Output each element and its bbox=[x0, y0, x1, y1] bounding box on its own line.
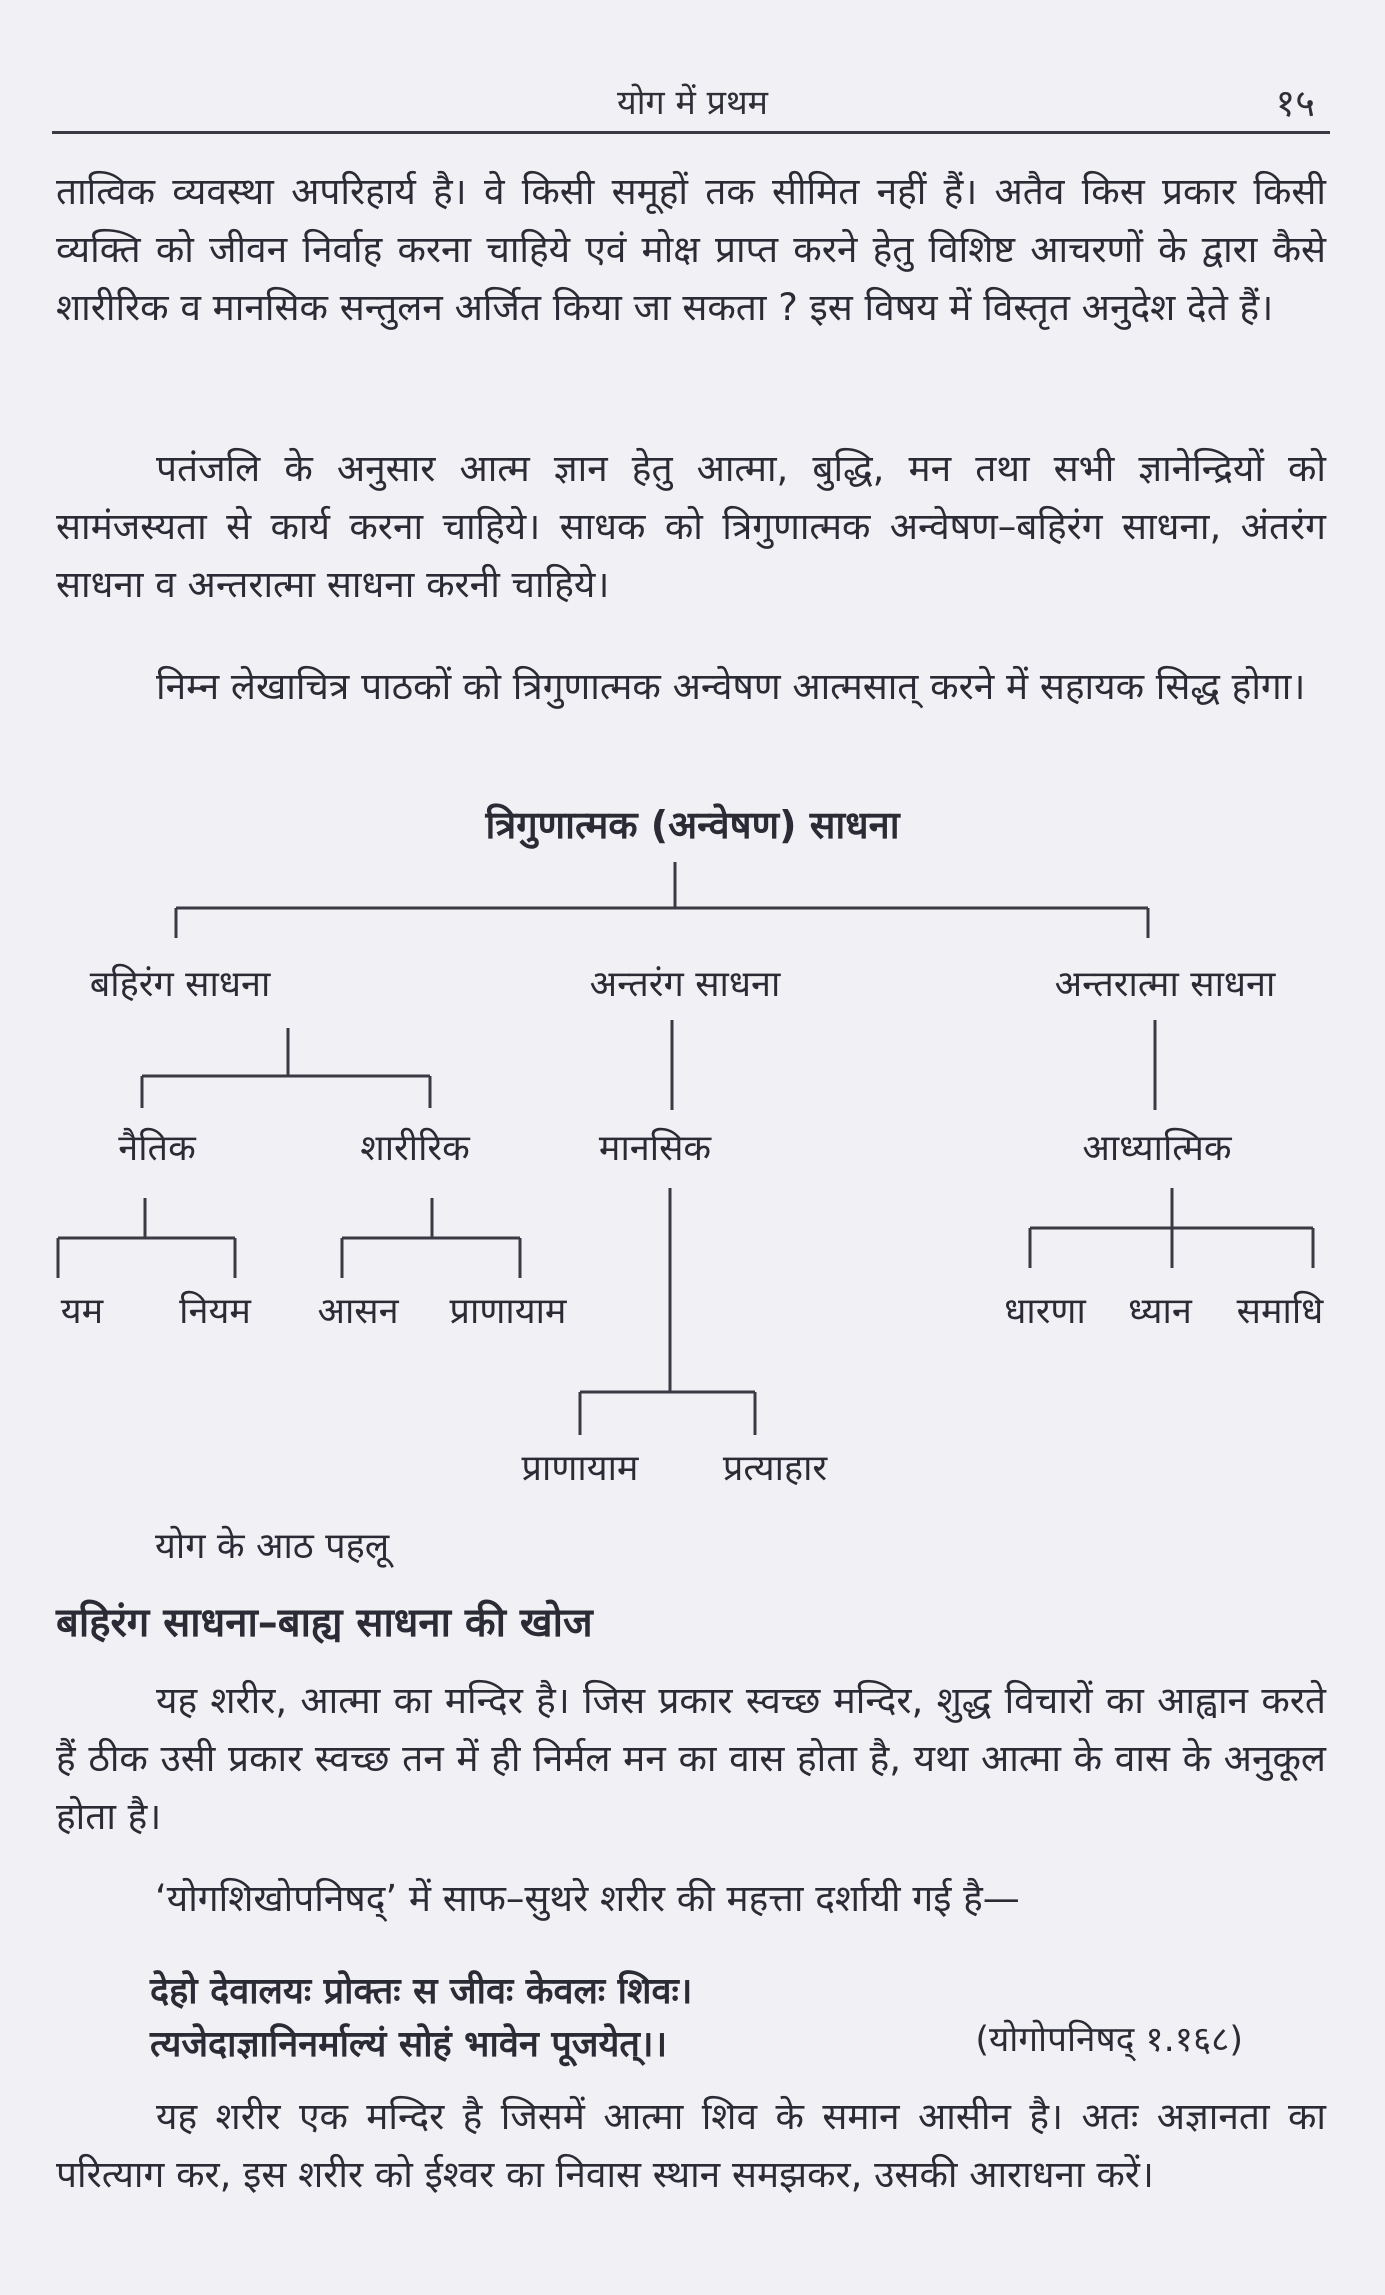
node-antarang-sadhana: अन्तरंग साधना bbox=[589, 964, 781, 1005]
node-adhyatmik: आध्यात्मिक bbox=[1082, 1128, 1232, 1169]
running-header-title: योग में प्रथम bbox=[616, 83, 769, 123]
header-rule bbox=[52, 131, 1330, 134]
leaf-asan: आसन bbox=[317, 1291, 399, 1332]
leaf-samadhi: समाधि bbox=[1236, 1291, 1324, 1332]
page-number: १५ bbox=[1275, 81, 1315, 125]
diagram-caption: योग के आठ पहलू bbox=[155, 1526, 390, 1567]
paragraph-4: यह शरीर, आत्मा का मन्दिर है। जिस प्रकार स्वच्छ मन्दिर, शुद्ध विचारों का आह्वान करते हैं ठीक उसी प्रकार स्वच्छ तन में ही निर्मल मन का वास होता है, यथा आत्मा के वास के अनुकूल होता है। bbox=[56, 1679, 1326, 1838]
node-naitik: नैतिक bbox=[118, 1128, 196, 1169]
leaf-pranayam-sharirik: प्राणायाम bbox=[449, 1291, 567, 1332]
paragraph-3: निम्न लेखाचित्र पाठकों को त्रिगुणात्मक अन्वेषण आत्मसात् करने में सहायक सिद्ध होगा। bbox=[156, 665, 1306, 708]
leaf-niyam: नियम bbox=[179, 1291, 251, 1332]
node-bahirang-sadhana: बहिरंग साधना bbox=[89, 964, 271, 1005]
verse-reference: (योगोपनिषद् १.१६८) bbox=[975, 2020, 1243, 2060]
leaf-pratyahar: प्रत्याहार bbox=[722, 1448, 828, 1489]
paragraph-6: यह शरीर एक मन्दिर है जिसमें आत्मा शिव के समान आसीन है। अतः अज्ञानता का परित्याग कर, इस शरीर को ईश्वर का निवास स्थान समझकर, उसकी आराधना करें। bbox=[56, 2095, 1326, 2196]
leaf-yam: यम bbox=[60, 1291, 104, 1332]
paragraph-5: ‘योगशिखोपनिषद्’ में साफ–सुथरे शरीर की महत्ता दर्शायी गई है— bbox=[155, 1877, 1020, 1920]
paragraph-1: तात्विक व्यवस्था अपरिहार्य है। वे किसी समूहों तक सीमित नहीं हैं। अतैव किस प्रकार किसी व्यक्ति को जीवन निर्वाह करना चाहिये एवं मोक्ष प्राप्त करने हेतु विशिष्ट आचरणों के द्वारा कैसे शारीरिक व मानसिक सन्तुलन अर्जित किया जा सकता ? इस विषय में विस्तृत अनुदेश देते हैं। bbox=[56, 170, 1326, 329]
diagram-title: त्रिगुणात्मक (अन्वेषण) साधना bbox=[485, 803, 900, 847]
trigunatmak-diagram bbox=[0, 780, 1385, 1500]
leaf-dhyan: ध्यान bbox=[1128, 1291, 1192, 1332]
node-antaratma-sadhana: अन्तरात्मा साधना bbox=[1054, 964, 1276, 1005]
leaf-dharana: धारणा bbox=[1004, 1291, 1086, 1332]
section-heading: बहिरंग साधना–बाह्य साधना की खोज bbox=[56, 1600, 593, 1646]
node-sharirik: शारीरिक bbox=[360, 1128, 470, 1169]
node-mansik: मानसिक bbox=[598, 1128, 712, 1169]
leaf-pranayam-mansik: प्राणायाम bbox=[521, 1448, 639, 1489]
paragraph-2: पतंजलि के अनुसार आत्म ज्ञान हेतु आत्मा, बुद्धि, मन तथा सभी ज्ञानेन्द्रियों को सामंजस्यता से कार्य करना चाहिये। साधक को त्रिगुणात्मक अन्वेषण–बहिरंग साधना, अंतरंग साधना व अन्तरात्मा साधना करनी चाहिये। bbox=[56, 447, 1326, 606]
verse-line-1: देहो देवालयः प्रोक्तः स जीवः केवलः शिवः। bbox=[150, 1971, 693, 2012]
verse-line-2: त्यजेदाज्ञानिनर्माल्यं सोहं भावेन पूजयेत्।। bbox=[150, 2024, 668, 2065]
